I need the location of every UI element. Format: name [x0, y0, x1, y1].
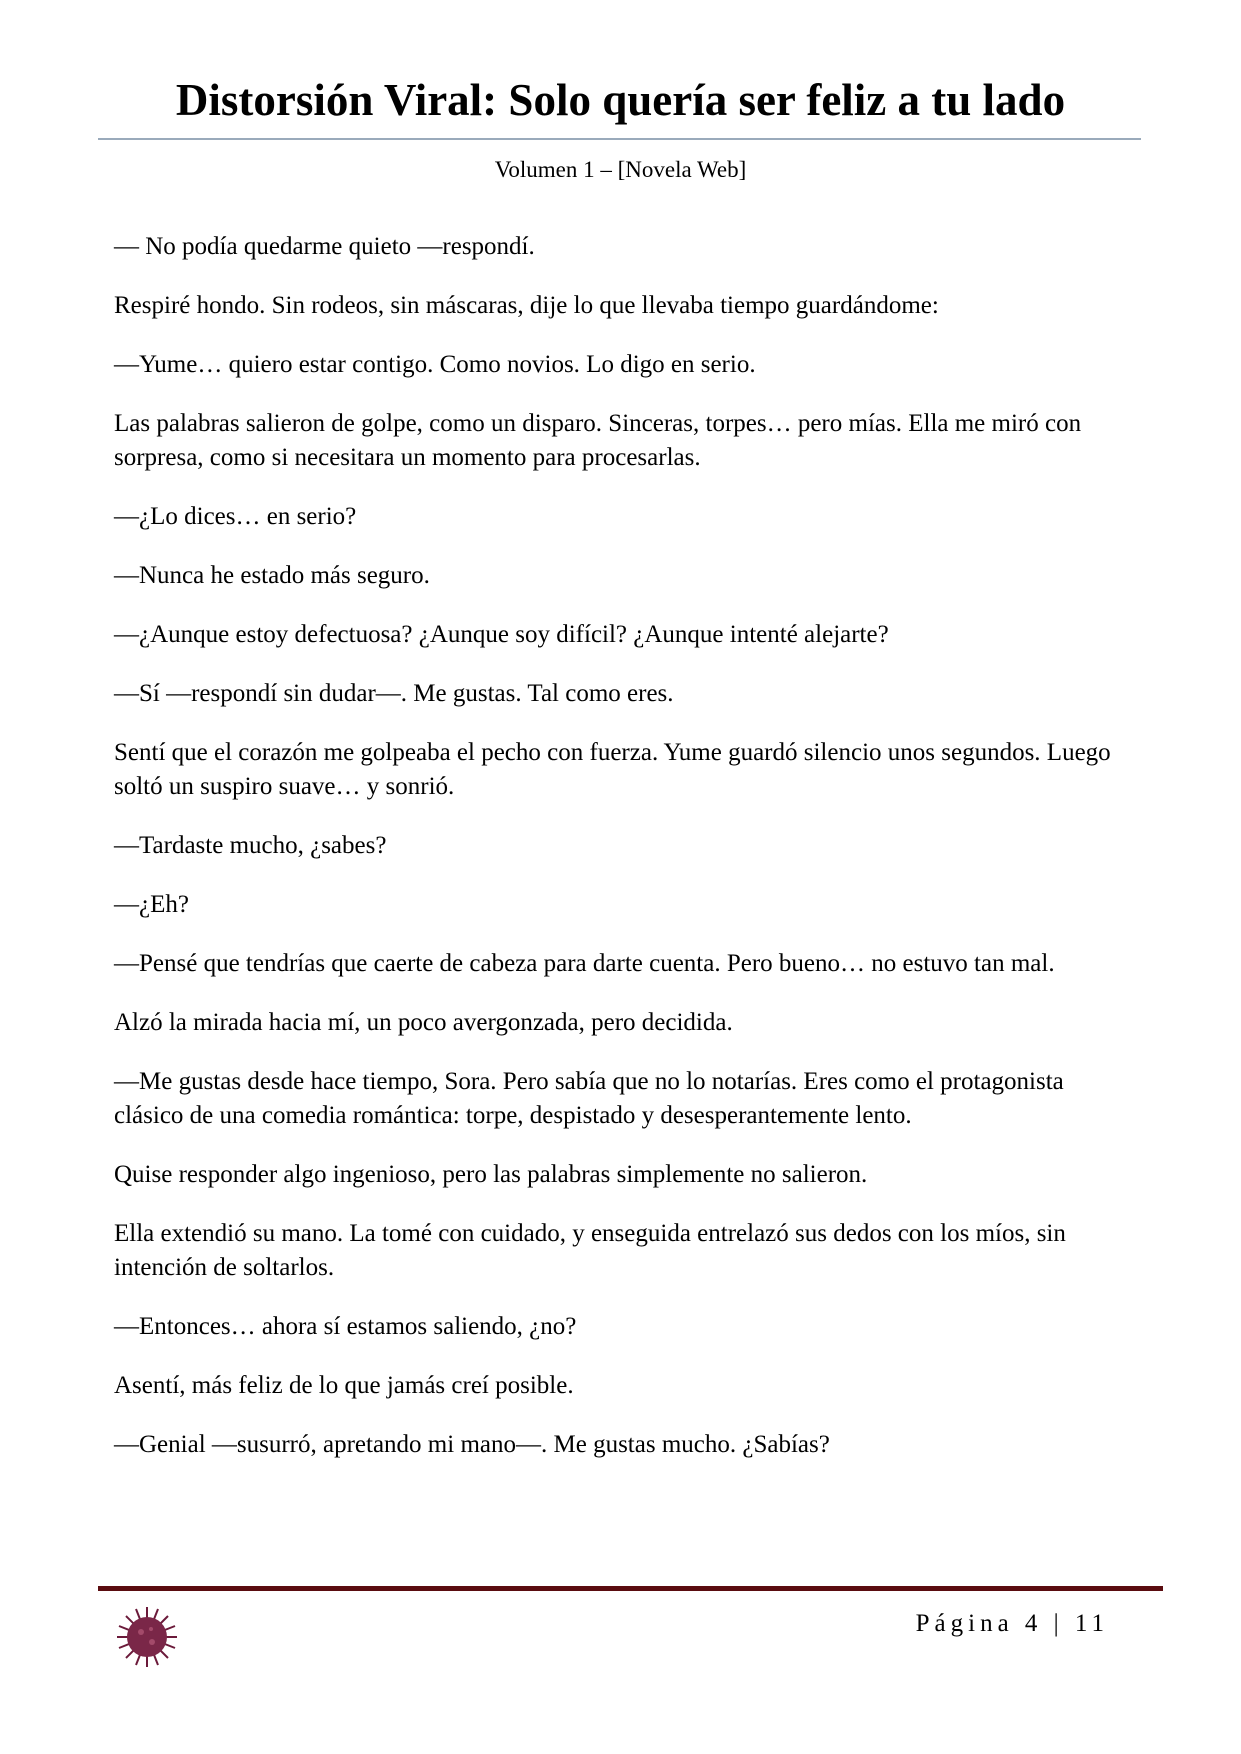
paragraph: —¿Eh? [114, 891, 189, 918]
paragraph: —Tardaste mucho, ¿sabes? [114, 832, 387, 859]
document-subtitle: Volumen 1 – [Novela Web] [494, 157, 747, 182]
paragraph: Ella extendió su mano. La tomé con cuidado, y enseguida entrelazó sus dedos con los míos, sin intención de soltarlos. [114, 1220, 1066, 1281]
paragraph: —¿Lo dices… en serio? [114, 503, 357, 530]
paragraph: —Genial —susurró, apretando mi mano—. Me gustas mucho. ¿Sabías? [114, 1431, 830, 1458]
footer-divider [98, 1586, 1163, 1591]
page-number: Página 4 | 11 [915, 1610, 1109, 1637]
paragraph: Asentí, más feliz de lo que jamás creí posible. [114, 1372, 574, 1399]
paragraph: — No podía quedarme quieto —respondí. [114, 233, 535, 260]
paragraph: Las palabras salieron de golpe, como un disparo. Sinceras, torpes… pero mías. Ella me miró con sorpresa, como si necesitara un momento para procesarlas. [114, 410, 1082, 471]
document-body [114, 230, 1134, 1487]
document-title: Distorsión Viral: Solo quería ser feliz a tu lado [175, 75, 1066, 125]
header-divider [98, 138, 1141, 140]
paragraph: —Nunca he estado más seguro. [114, 562, 430, 589]
paragraph: —Me gustas desde hace tiempo, Sora. Pero sabía que no lo notarías. Eres como el protagonista clásico de una comedia romántica: torpe, despistado y desesperantemente lento. [114, 1068, 1064, 1129]
paragraph: —¿Aunque estoy defectuosa? ¿Aunque soy difícil? ¿Aunque intenté alejarte? [114, 621, 889, 648]
paragraph: —Pensé que tendrías que caerte de cabeza para darte cuenta. Pero bueno… no estuvo tan mal. [114, 950, 1055, 977]
paragraph: Respiré hondo. Sin rodeos, sin máscaras, dije lo que llevaba tiempo guardándome: [114, 292, 939, 319]
paragraph: —Sí —respondí sin dudar—. Me gustas. Tal como eres. [114, 680, 674, 707]
paragraph: Quise responder algo ingenioso, pero las palabras simplemente no salieron. [114, 1161, 868, 1188]
paragraph: Alzó la mirada hacia mí, un poco avergonzada, pero decidida. [114, 1009, 733, 1036]
paragraph: —Yume… quiero estar contigo. Como novios. Lo digo en serio. [114, 351, 756, 378]
paragraph: Sentí que el corazón me golpeaba el pecho con fuerza. Yume guardó silencio unos segundos. Luego soltó un suspiro suave… y sonrió. [114, 739, 1111, 800]
paragraph: —Entonces… ahora sí estamos saliendo, ¿no? [114, 1313, 577, 1340]
virus-icon [114, 1604, 180, 1670]
